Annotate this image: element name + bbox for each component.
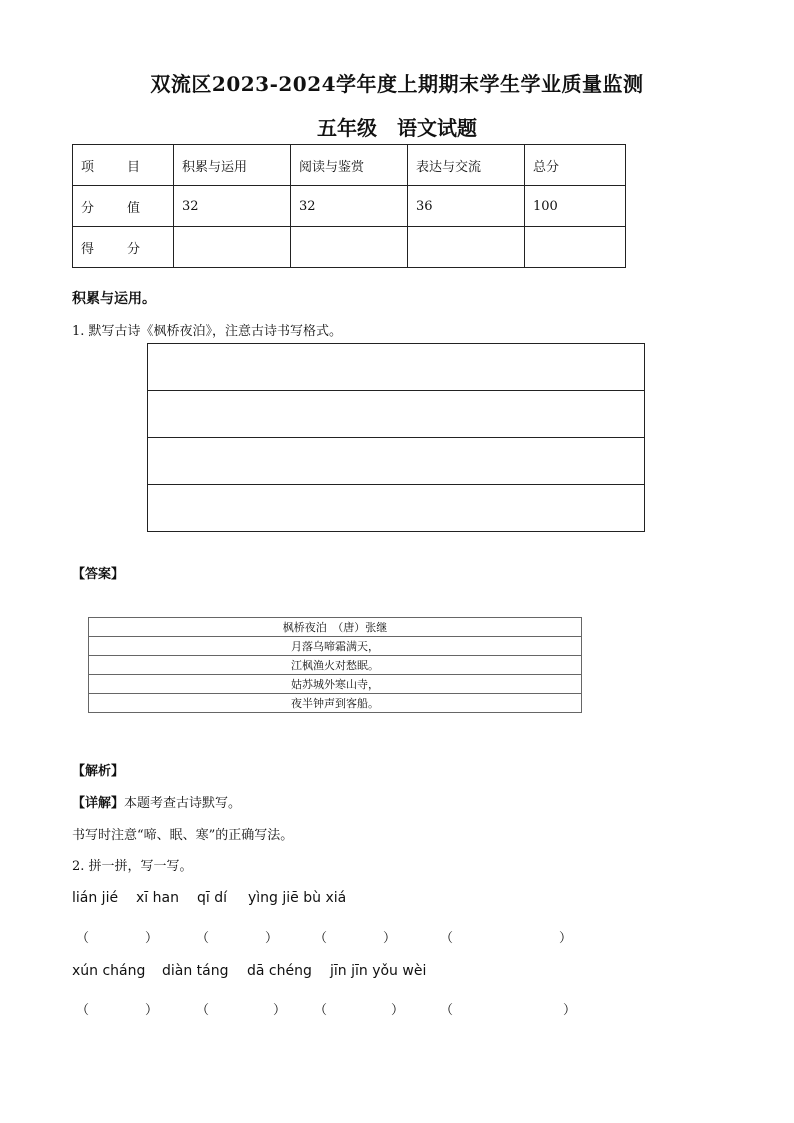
answer-tag: 【答案】 [72,567,125,582]
table-cell: 项 目 [73,145,174,186]
score-table [72,144,626,268]
writing-line[interactable] [148,485,645,532]
answer-blank[interactable]: （ ） [196,931,279,946]
detail-text: 本题考查古诗默写。 [124,796,242,811]
table-row [73,186,626,227]
table-cell: 32 [291,186,408,227]
answer-row: 姑苏城外寒山寺， [89,675,582,694]
detail-line [72,792,241,811]
pinyin-item: xī han [136,890,179,906]
table-cell: 36 [408,186,525,227]
pinyin-item: dā chéng [247,963,312,979]
answer-blank[interactable]: （ ） [440,1003,577,1018]
table-cell: 100 [525,186,626,227]
detail-prefix: 【详解】 [72,796,125,811]
section-heading: 积累与运用。 [72,291,156,307]
score-input-cell[interactable] [525,227,626,268]
table-cell: 积累与运用 [174,145,291,186]
answer-blank[interactable]: （ ） [440,931,573,946]
writing-line[interactable] [148,391,645,438]
table-row [73,227,626,268]
table-cell: 总分 [525,145,626,186]
answer-row: 江枫渔火对愁眠。 [89,656,582,675]
writing-line[interactable] [148,438,645,485]
table-cell: 阅读与鉴赏 [291,145,408,186]
pinyin-item: lián jié [72,890,119,906]
writing-line[interactable] [148,344,645,391]
score-input-cell[interactable] [408,227,525,268]
analysis-tag: 【解析】 [72,764,125,779]
answer-blank[interactable]: （ ） [314,931,397,946]
pinyin-item: diàn táng [162,963,229,979]
pinyin-item: jīn jīn yǒu wèi [330,963,427,979]
pinyin-item: qī dí [197,890,228,906]
answer-row: 枫桥夜泊 （唐）张继 [89,618,582,637]
score-input-cell[interactable] [291,227,408,268]
answer-table [88,617,582,713]
score-input-cell[interactable] [174,227,291,268]
note-line: 书写时注意“啼、眠、寒”的正确写法。 [72,828,294,843]
answer-blank[interactable]: （ ） [314,1003,405,1018]
answer-blank[interactable]: （ ） [196,1003,287,1018]
page-subtitle: 五年级 语文试题 [317,116,477,140]
question-2-prompt: 2. 拼一拼，写一写。 [72,859,193,874]
answer-row: 夜半钟声到客船。 [89,694,582,713]
table-cell: 32 [174,186,291,227]
question-1-prompt: 1. 默写古诗《枫桥夜泊》，注意古诗书写格式。 [72,324,343,339]
table-cell: 表达与交流 [408,145,525,186]
answer-blank[interactable]: （ ） [76,1003,159,1018]
answer-row: 月落乌啼霜满天， [89,637,582,656]
answer-blank[interactable]: （ ） [76,931,159,946]
page-title: 双流区2023-2024学年度上期期末学生学业质量监测 [150,72,644,96]
poem-writing-box [147,343,645,532]
table-row [73,145,626,186]
pinyin-item: yìng jiē bù xiá [248,890,347,906]
table-cell: 分 值 [73,186,174,227]
pinyin-item: xún cháng [72,963,146,979]
table-cell: 得 分 [73,227,174,268]
